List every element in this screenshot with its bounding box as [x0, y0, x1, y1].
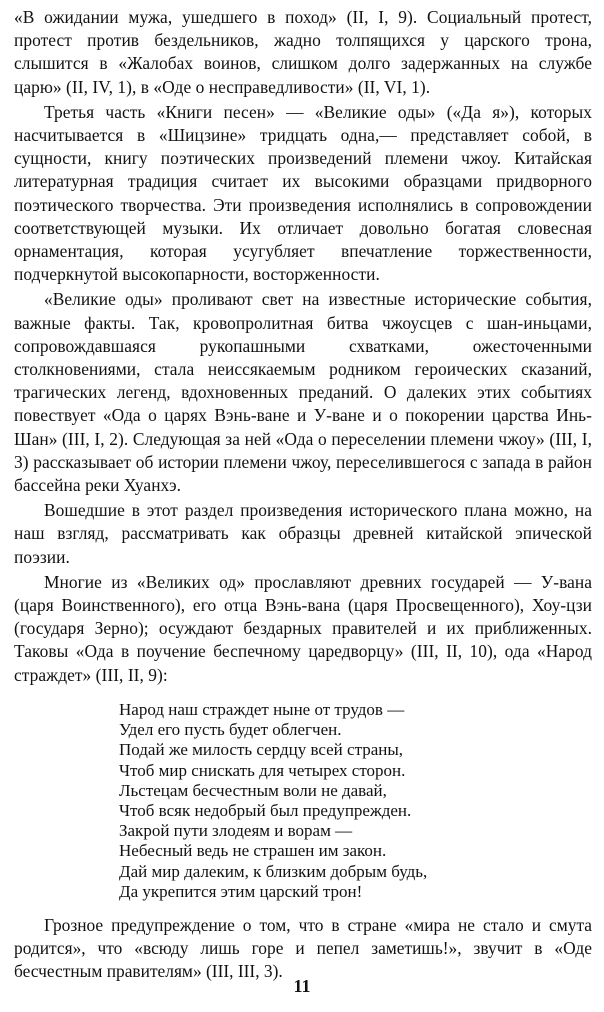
poem-line: Да укрепится этим царский трон! [119, 881, 363, 901]
paragraph-4: Вошедшие в этот раздел произведения исторического плана можно, на наш взгляд, рассматривать как образцы древней китайской эпической поэзии. [14, 500, 592, 567]
poem-line: Закрой пути злодеям и ворам — [119, 821, 353, 841]
paragraph-5: Многие из «Великих од» прославляют древних государей — У-вана (царя Воинственного), его отца Вэнь-вана (царя Просвещенного), Хоу-цзи (государя Зерно); осуждают бездарных правителей и их приближенных. Таковы «Ода в поучение беспечному царедворцу» (III, II, 10), ода «Народ страждет» (III, II, 9): [14, 571, 592, 685]
poem-line: Дай мир далеким, к близким добрым будь, [119, 861, 428, 881]
paragraph-2: Третья часть «Книги песен» — «Великие оды» («Да я»), которых насчитывается в «Шицзине» тридцать одна,— представляет собой, в сущности, книгу поэтических произведений племени чжоу. Китайская литературная традиция считает их высокими образцами придворного поэтического творчества. Эти произведения исполнялись в сопровождении соответствующей музыки. Их отличает довольно богатая словесная орнаментация, которая усугубляет впечатление торжественности, подчеркнутой высокопарности, восторженности. [14, 101, 592, 285]
poem-line: Чтоб всяк недобрый был предупрежден. [119, 800, 412, 820]
paragraph-1: «В ожидании мужа, ушедшего в поход» (II, I, 9). Социальный протест, протест против бездельников, жадно толпящихся у царского трона, слышится в «Жалобах воинов, слишком долго задержанных на службе царю» (II, IV, 1), в «Оде о несправедливости» (II, VI, 1). [14, 7, 592, 97]
closing-paragraph: Грозное предупреждение о том, что в стране «мира не стало и смута родится», что «всюду лишь горе и пепел заметишь!», звучит в «Оде бесчестным правителям» (III, III, 3). [14, 914, 592, 982]
closing-text [14, 914, 592, 984]
poem-line: Подай же милость сердцу всей страны, [119, 740, 404, 760]
body-text [14, 6, 592, 687]
poem-line: Народ наш страждет ныне от трудов — [119, 699, 405, 719]
poem-line: Удел его пусть будет облегчен. [119, 720, 342, 740]
poem-line: Чтоб мир снискать для четырех сторон. [119, 760, 406, 780]
page-number: 11 [293, 976, 311, 996]
paragraph-3: «Великие оды» проливают свет на известные исторические события, важные факты. Так, кровопролитная битва чжоусцев с шан-иньцами, сопровождавшаяся рукопашными схватками, ожесточенными столкновениями, стала неиссякаемым родником героических сказаний, трагических легенд, вдохновенных преданий. О далеких этих событиях повествует «Ода о царях Вэнь-ване и У-ване и о покорении царства Инь-Шан» (III, I, 2). Следующая за ней «Ода о переселении племени чжоу» (III, I, 3) рассказывает об истории племени чжоу, переселившегося с запада в район бассейна реки Хуанхэ. [14, 289, 592, 496]
poem-quote [119, 700, 592, 902]
poem-line: Небесный ведь не страшен им закон. [119, 841, 387, 861]
book-page [14, 6, 592, 984]
poem-line: Льстецам бесчестным воли не давай, [119, 780, 387, 800]
